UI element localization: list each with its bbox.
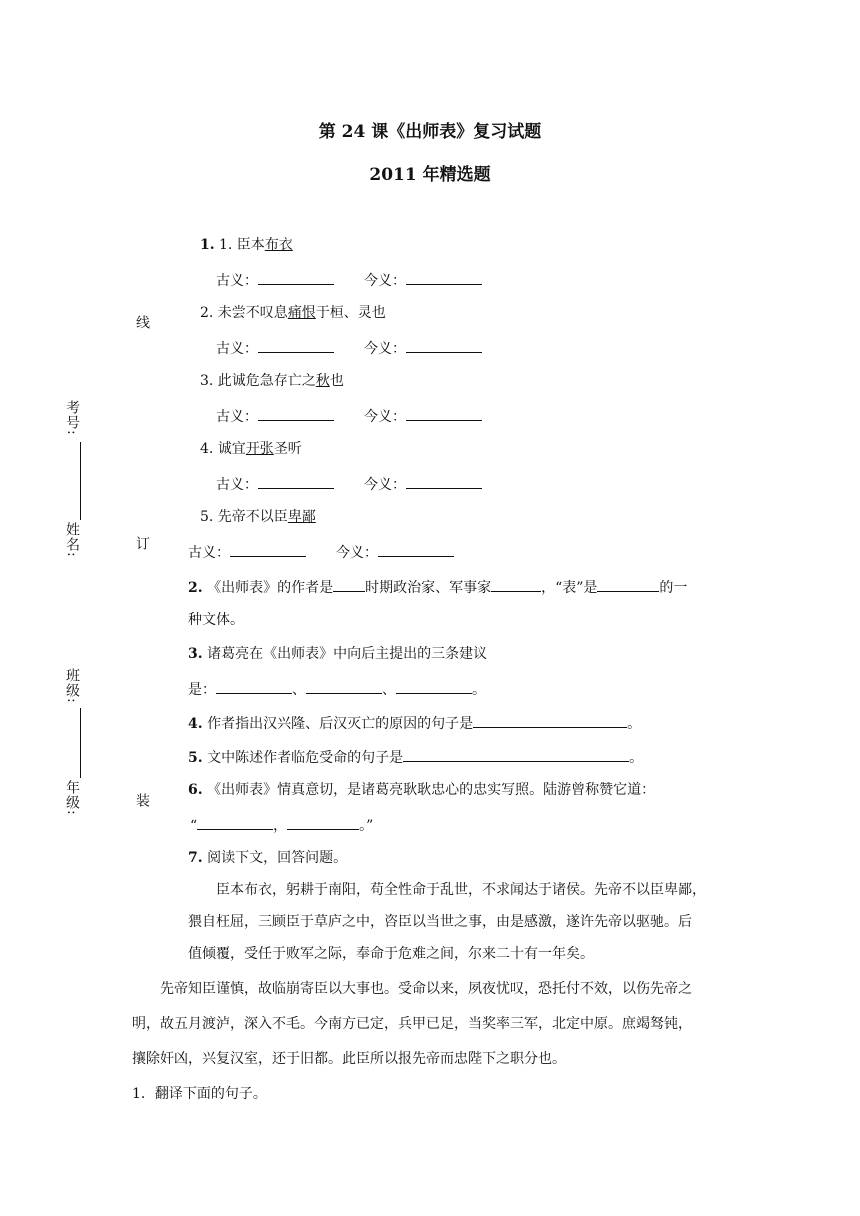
margin-mark-zhuang: 装 (134, 793, 150, 808)
q5-text: 文中陈述作者临危受命的句子是 (207, 750, 404, 766)
answer-blank[interactable] (473, 713, 627, 728)
q3-line-2 (188, 679, 486, 699)
q1-item-1-pre: 1. 臣本 (219, 237, 265, 253)
q3-number: 3. (188, 646, 203, 662)
margin-class-line (68, 706, 84, 780)
gu-label: 古义： (216, 341, 258, 357)
q2-line-2: 种文体。 (188, 612, 244, 628)
page-title: 第 24 课《出师表》复习试题 (318, 122, 542, 142)
q5-end: 。 (629, 750, 644, 766)
q1-item-4 (200, 440, 302, 458)
q1-item-2-pre: 2. 未尝不叹息 (200, 305, 288, 321)
gu-label: 古义： (188, 545, 230, 561)
answer-blank[interactable] (197, 815, 273, 830)
q3-sep: 、 (292, 682, 306, 698)
q5-number: 5. (188, 750, 203, 766)
gu-label: 古义： (216, 409, 258, 425)
q3-end: 。 (472, 682, 486, 698)
q1-item-2-post: 于桓、灵也 (315, 305, 386, 321)
q1-item-2-answers (216, 338, 482, 358)
answer-blank[interactable] (258, 474, 334, 489)
passage-p1-line-3: 值倾覆，受任于败军之际，奉命于危难之间，尔来二十有一年矣。 (188, 946, 594, 962)
q1-item-4-word: 开张 (245, 441, 274, 457)
q2-text-d: 的一 (659, 580, 688, 596)
answer-blank[interactable] (258, 270, 334, 285)
jin-label: 今义： (364, 273, 406, 289)
passage-p2-line-3: 攘除奸凶，兴复汉室，还于旧都。此臣所以报先帝而忠陛下之职分也。 (132, 1051, 566, 1067)
answer-blank[interactable] (333, 577, 365, 592)
answer-blank[interactable] (230, 542, 306, 557)
answer-blank[interactable] (306, 679, 382, 694)
answer-blank[interactable] (378, 542, 454, 557)
answer-blank[interactable] (406, 406, 482, 421)
margin-label-nianji: 年级: (64, 780, 80, 816)
q1-item-1-answers (216, 270, 482, 290)
q2-text-a: 《出师表》的作者是 (207, 580, 334, 596)
q1-item-4-post: 圣听 (273, 441, 302, 457)
margin-mark-xian: 线 (134, 315, 150, 330)
q6-number: 6. (188, 782, 203, 798)
answer-blank[interactable] (258, 338, 334, 353)
jin-label: 今义： (364, 477, 406, 493)
q6-comma: ， (273, 818, 288, 834)
q1-item-5-pre: 5. 先帝不以臣 (200, 509, 288, 525)
answer-blank[interactable] (403, 747, 629, 762)
q1-item-3-word: 秋 (315, 373, 330, 389)
q6-close-quote: 。” (359, 818, 374, 834)
q5-line (188, 747, 643, 767)
margin-name-line (68, 440, 84, 522)
q1-item-1-word: 布衣 (264, 237, 293, 253)
gu-label: 古义： (216, 273, 258, 289)
margin-label-xingming: 姓名: (64, 522, 80, 558)
answer-blank[interactable] (216, 679, 292, 694)
q1-item-3-answers (216, 406, 482, 426)
q1-number: 1. (200, 237, 215, 253)
q7-subquestion-1: 1．翻译下面的句子。 (132, 1086, 267, 1102)
q1-item-3 (200, 372, 344, 390)
answer-blank[interactable] (597, 577, 659, 592)
passage-p2-line-1: 先帝知臣谨慎，故临崩寄臣以大事也。受命以来，夙夜忧叹，恐托付不效，以伤先帝之 (160, 981, 692, 997)
answer-blank[interactable] (406, 474, 482, 489)
q1-item-5 (200, 508, 316, 526)
q2-text-c: ，“表”是 (541, 580, 598, 596)
q6-open-quote: “ (190, 818, 198, 834)
margin-mark-ding: 订 (134, 536, 150, 551)
q7-text: 阅读下文，回答问题。 (207, 850, 348, 866)
answer-blank[interactable] (287, 815, 359, 830)
q1-item-5-word: 卑鄙 (287, 509, 316, 525)
q1-item-4-answers (216, 474, 482, 494)
q1-item-2 (200, 304, 386, 322)
jin-label: 今义： (364, 341, 406, 357)
jin-label: 今义： (364, 409, 406, 425)
q3-shi: 是： (188, 682, 216, 698)
q1-item-3-pre: 3. 此诚危急存亡之 (200, 373, 316, 389)
q3-sep: 、 (382, 682, 396, 698)
q1-item-3-post: 也 (329, 373, 344, 389)
passage-p1-line-2: 猥自枉屈，三顾臣于草庐之中，咨臣以当世之事，由是感激，遂许先帝以驱驰。后 (188, 914, 692, 930)
q3-line-1 (188, 645, 487, 663)
q4-number: 4. (188, 716, 203, 732)
q3-text: 诸葛亮在《出师表》中向后主提出的三条建议 (207, 646, 488, 662)
answer-blank[interactable] (406, 338, 482, 353)
q7-line (188, 849, 347, 867)
q7-number: 7. (188, 850, 203, 866)
q1-item-2-word: 痛恨 (287, 305, 316, 321)
q2-line-1 (188, 577, 687, 597)
margin-label-kaohao: 考号: (64, 400, 80, 436)
q2-text-b: 时期政治家、军事家 (365, 580, 492, 596)
passage-p1-line-1: 臣本布衣，躬耕于南阳，苟全性命于乱世，不求闻达于诸侯。先帝不以臣卑鄙， (216, 882, 706, 898)
q1-item-1 (219, 236, 293, 254)
q6-line-2 (190, 815, 373, 835)
answer-blank[interactable] (396, 679, 472, 694)
q1-item-4-pre: 4. 诚宜 (200, 441, 246, 457)
margin-label-banji: 班级: (64, 668, 80, 704)
q4-end: 。 (627, 716, 642, 732)
answer-blank[interactable] (258, 406, 334, 421)
gu-label: 古义： (216, 477, 258, 493)
page-subtitle: 2011 年精选题 (369, 165, 491, 185)
answer-blank[interactable] (491, 577, 541, 592)
q6-line-1 (188, 781, 655, 799)
q4-text: 作者指出汉兴隆、后汉灭亡的原因的句子是 (207, 716, 474, 732)
passage-p2-line-2: 明，故五月渡泸，深入不毛。今南方已定，兵甲已足，当奖率三军，北定中原。庶竭驽钝， (132, 1016, 692, 1032)
answer-blank[interactable] (406, 270, 482, 285)
q1-item-5-answers (188, 542, 454, 562)
jin-label: 今义： (336, 545, 378, 561)
q6-text: 《出师表》情真意切，是诸葛亮耿耿忠心的忠实写照。陆游曾称赞它道： (207, 782, 656, 798)
q2-number: 2. (188, 580, 203, 596)
q4-line (188, 713, 641, 733)
